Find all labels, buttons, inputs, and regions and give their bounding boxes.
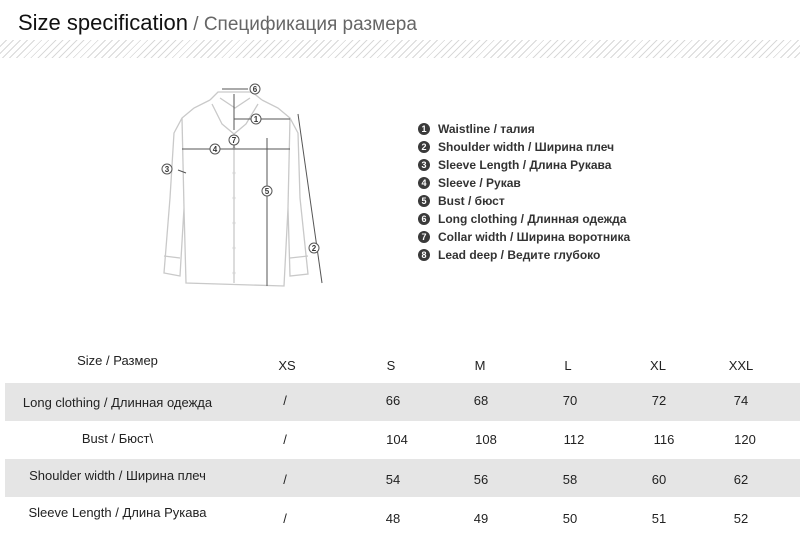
size-column-header: M <box>474 358 486 373</box>
table-cell: / <box>283 432 287 447</box>
size-column-header: XL <box>650 358 666 373</box>
table-cell: 50 <box>562 511 578 526</box>
marker-5: 5 <box>264 187 270 196</box>
table-cell: 48 <box>385 511 401 526</box>
legend-number-badge: 1 <box>418 123 430 135</box>
page-title <box>18 10 417 36</box>
marker-1: 1 <box>253 115 259 124</box>
table-cell: 51 <box>651 511 667 526</box>
size-column-header: XXL <box>728 358 754 373</box>
legend-text: Shoulder width / Ширина плеч <box>438 140 615 154</box>
legend-number-badge: 5 <box>418 195 430 207</box>
row-label: Sleeve Length / Длина Рукава <box>28 505 207 520</box>
legend-item <box>418 156 630 174</box>
size-column-header: XS <box>278 358 296 373</box>
marker-4: 4 <box>212 145 218 154</box>
table-cell: 120 <box>734 432 756 447</box>
legend-item <box>418 228 630 246</box>
table-cell: 54 <box>385 472 401 487</box>
legend-text: Bust / бюст <box>438 194 505 208</box>
table-cell: 60 <box>651 472 667 487</box>
legend-text: Lead deep / Ведите глубоко <box>438 248 601 262</box>
table-cell: 104 <box>386 432 408 447</box>
measurement-legend <box>418 120 630 264</box>
size-table <box>5 345 800 535</box>
table-cell: 116 <box>653 432 675 447</box>
table-row <box>5 421 800 459</box>
table-row <box>5 497 800 535</box>
row-label: Long clothing / Длинная одежда <box>22 395 213 410</box>
legend-text: Sleeve / Рукав <box>438 176 521 190</box>
marker-3: 3 <box>164 165 170 174</box>
size-column-header: S <box>386 358 396 373</box>
title-separator: / <box>187 14 204 35</box>
marker-2: 2 <box>311 244 317 253</box>
legend-text: Waistline / талия <box>438 122 535 136</box>
legend-text: Sleeve Length / Длина Рукава <box>438 158 612 172</box>
table-cell: / <box>283 393 287 408</box>
legend-number-badge: 7 <box>418 231 430 243</box>
table-cell: 112 <box>563 432 585 447</box>
row-label: Bust / Бюст\ <box>81 431 154 446</box>
row-label: Shoulder width / Ширина плеч <box>29 468 206 483</box>
legend-item <box>418 246 630 264</box>
table-cell: 56 <box>473 472 489 487</box>
legend-item <box>418 174 630 192</box>
size-table-header-row <box>5 345 800 383</box>
table-cell: 108 <box>475 432 497 447</box>
table-cell: 52 <box>733 511 749 526</box>
legend-item <box>418 210 630 228</box>
shirt-measurement-diagram <box>150 78 340 298</box>
table-cell: 72 <box>651 393 667 408</box>
legend-number-badge: 3 <box>418 159 430 171</box>
title-russian: Спецификация размера <box>203 14 417 35</box>
title-english: Size specification <box>18 10 188 35</box>
legend-text: Long clothing / Длинная одежда <box>438 212 627 226</box>
table-row <box>5 459 800 497</box>
page-header <box>0 0 800 60</box>
legend-item <box>418 192 630 210</box>
table-row <box>5 383 800 421</box>
legend-number-badge: 2 <box>418 141 430 153</box>
marker-7: 7 <box>231 136 237 145</box>
table-cell: 49 <box>473 511 489 526</box>
size-header-label: Size / Размер <box>77 353 158 368</box>
table-cell: 62 <box>733 472 749 487</box>
legend-text: Collar width / Ширина воротника <box>438 230 631 244</box>
legend-number-badge: 6 <box>418 213 430 225</box>
marker-6: 6 <box>252 85 258 94</box>
legend-item <box>418 120 630 138</box>
table-cell: 70 <box>562 393 578 408</box>
legend-item <box>418 138 630 156</box>
table-cell: 66 <box>385 393 401 408</box>
legend-number-badge: 4 <box>418 177 430 189</box>
header-hatch-divider <box>0 40 800 58</box>
table-cell: 58 <box>562 472 578 487</box>
table-cell: 68 <box>473 393 489 408</box>
size-column-header: L <box>564 358 572 373</box>
legend-number-badge: 8 <box>418 249 430 261</box>
table-cell: / <box>283 511 287 526</box>
table-cell: / <box>283 472 287 487</box>
table-cell: 74 <box>733 393 749 408</box>
